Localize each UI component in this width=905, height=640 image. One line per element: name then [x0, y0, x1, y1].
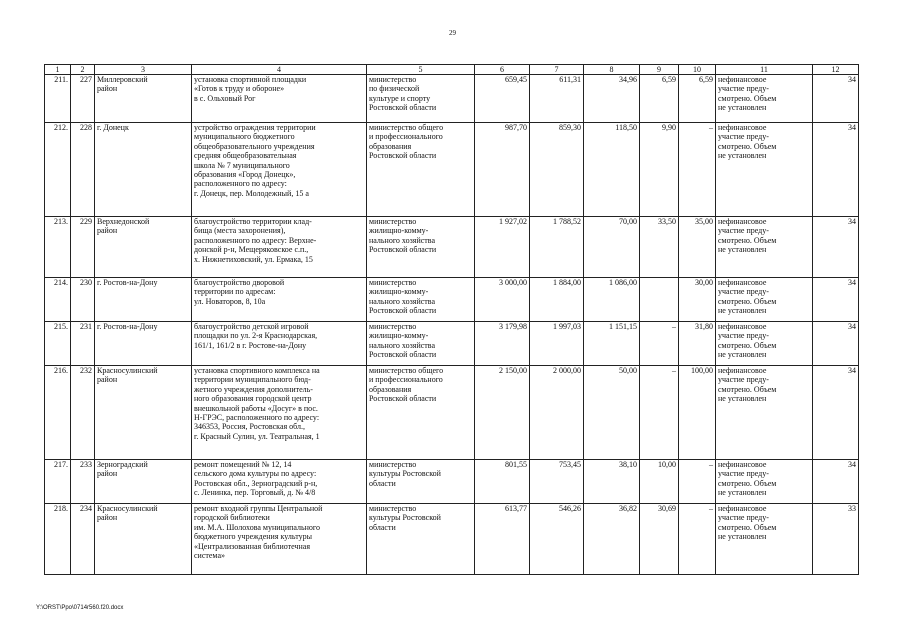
amount-col7: 753,45	[530, 460, 584, 504]
header-cell: 3	[95, 65, 192, 75]
amount-col10: –	[679, 504, 716, 575]
note: нефинансовое участие преду- смотрено. Объем не установлен	[716, 75, 813, 123]
table-row	[45, 504, 859, 575]
note: нефинансовое участие преду- смотрено. Объем не установлен	[716, 322, 813, 366]
amount-col7: 611,31	[530, 75, 584, 123]
table-row	[45, 278, 859, 322]
amount-col8: 36,82	[584, 504, 640, 575]
code: 34	[813, 322, 859, 366]
amount-col8: 118,50	[584, 123, 640, 217]
amount-col10: –	[679, 460, 716, 504]
amount-col10: 31,80	[679, 322, 716, 366]
ministry: министерство культуры Ростовской области	[367, 504, 475, 575]
object-id: 229	[71, 217, 95, 278]
code: 34	[813, 123, 859, 217]
ministry: министерство по физической культуре и спорту Ростовской области	[367, 75, 475, 123]
amount-col7: 2 000,00	[530, 366, 584, 460]
footer-file-path: Y:\ORST\Ppo\0714r560.f20.docx	[36, 605, 124, 611]
amount-col8: 70,00	[584, 217, 640, 278]
total-amount: 987,70	[475, 123, 530, 217]
amount-col9: 6,59	[640, 75, 679, 123]
row-number: 218.	[45, 504, 71, 575]
header-cell: 5	[367, 65, 475, 75]
amount-col7: 1 884,00	[530, 278, 584, 322]
ministry: министерство жилищно-комму- нального хозяйства Ростовской области	[367, 278, 475, 322]
table-row	[45, 366, 859, 460]
district: Миллеровский район	[95, 75, 192, 123]
description: благоустройство детской игровой площадки по ул. 2-я Краснодарская, 161/1, 161/2 в г. Ростове-на-Дону	[192, 322, 367, 366]
header-cell: 7	[530, 65, 584, 75]
object-id: 231	[71, 322, 95, 366]
total-amount: 3 179,98	[475, 322, 530, 366]
amount-col10: 6,59	[679, 75, 716, 123]
code: 34	[813, 278, 859, 322]
header-cell: 1	[45, 65, 71, 75]
amount-col10: 30,00	[679, 278, 716, 322]
description: благоустройство территории клад- бища (места захоронения), расположенного по адресу: Верхне- донской р-н, Мещеряковское с.п., х. Нижнетиховский, ул. Ермака, 15	[192, 217, 367, 278]
object-id: 228	[71, 123, 95, 217]
header-cell: 9	[640, 65, 679, 75]
code: 34	[813, 217, 859, 278]
total-amount: 3 000,00	[475, 278, 530, 322]
total-amount: 801,55	[475, 460, 530, 504]
object-id: 232	[71, 366, 95, 460]
district: г. Ростов-на-Дону	[95, 278, 192, 322]
header-cell: 10	[679, 65, 716, 75]
amount-col8: 1 086,00	[584, 278, 640, 322]
code: 34	[813, 366, 859, 460]
code: 34	[813, 75, 859, 123]
row-number: 213.	[45, 217, 71, 278]
table-row	[45, 322, 859, 366]
note: нефинансовое участие преду- смотрено. Объем не установлен	[716, 504, 813, 575]
row-number: 215.	[45, 322, 71, 366]
row-number: 212.	[45, 123, 71, 217]
amount-col9: 30,69	[640, 504, 679, 575]
amount-col9	[640, 278, 679, 322]
row-number: 216.	[45, 366, 71, 460]
district: Зерноградский район	[95, 460, 192, 504]
ministry: министерство культуры Ростовской области	[367, 460, 475, 504]
ministry: министерство общего и профессионального образования Ростовской области	[367, 366, 475, 460]
header-cell: 4	[192, 65, 367, 75]
amount-col8: 50,00	[584, 366, 640, 460]
row-number: 217.	[45, 460, 71, 504]
object-id: 227	[71, 75, 95, 123]
table-row	[45, 123, 859, 217]
total-amount: 1 927,02	[475, 217, 530, 278]
row-number: 214.	[45, 278, 71, 322]
district: г. Донецк	[95, 123, 192, 217]
amount-col7: 859,30	[530, 123, 584, 217]
note: нефинансовое участие преду- смотрено. Объем не установлен	[716, 278, 813, 322]
amount-col7: 546,26	[530, 504, 584, 575]
row-number: 211.	[45, 75, 71, 123]
header-cell: 6	[475, 65, 530, 75]
district: Красносулинский район	[95, 366, 192, 460]
page-number: 29	[449, 29, 456, 37]
district: г. Ростов-на-Дону	[95, 322, 192, 366]
table-row	[45, 75, 859, 123]
total-amount: 613,77	[475, 504, 530, 575]
ministry: министерство жилищно-комму- нального хозяйства Ростовской области	[367, 217, 475, 278]
description: устройство ограждения территории муниципального бюджетного общеобразовательного учреждения средняя общеобразовательная школа № 7 муниципального образования «Город Донецк», расположенного по адресу: г. Донецк, пер. Молодежный, 15 а	[192, 123, 367, 217]
amount-col10: 35,00	[679, 217, 716, 278]
ministry: министерство жилищно-комму- нального хозяйства Ростовской области	[367, 322, 475, 366]
header-cell: 2	[71, 65, 95, 75]
header-cell: 8	[584, 65, 640, 75]
note: нефинансовое участие преду- смотрено. Объем не установлен	[716, 366, 813, 460]
amount-col8: 1 151,15	[584, 322, 640, 366]
description: ремонт входной группы Центральной городской библиотеки им. М.А. Шолохова муниципального бюджетного учреждения культуры «Централизованная библиотечная система»	[192, 504, 367, 575]
district: Красносулинский район	[95, 504, 192, 575]
amount-col7: 1 788,52	[530, 217, 584, 278]
amount-col9: 33,50	[640, 217, 679, 278]
amount-col10: 100,00	[679, 366, 716, 460]
note: нефинансовое участие преду- смотрено. Объем не установлен	[716, 460, 813, 504]
object-id: 234	[71, 504, 95, 575]
header-cell: 11	[716, 65, 813, 75]
amount-col9: –	[640, 322, 679, 366]
amount-col7: 1 997,03	[530, 322, 584, 366]
data-table	[44, 64, 859, 575]
amount-col9: –	[640, 366, 679, 460]
description: ремонт помещений № 12, 14 сельского дома культуры по адресу: Ростовская обл., Зерноградский р-н, с. Ленинка, пер. Торговый, д. № 4/8	[192, 460, 367, 504]
total-amount: 2 150,00	[475, 366, 530, 460]
note: нефинансовое участие преду- смотрено. Объем не установлен	[716, 123, 813, 217]
amount-col8: 34,96	[584, 75, 640, 123]
total-amount: 659,45	[475, 75, 530, 123]
header-cell: 12	[813, 65, 859, 75]
description: благоустройство дворовой территории по адресам: ул. Новаторов, 8, 10а	[192, 278, 367, 322]
table-row	[45, 217, 859, 278]
code: 33	[813, 504, 859, 575]
table-row	[45, 460, 859, 504]
object-id: 230	[71, 278, 95, 322]
code: 34	[813, 460, 859, 504]
amount-col9: 10,00	[640, 460, 679, 504]
column-number-row	[45, 65, 859, 75]
note: нефинансовое участие преду- смотрено. Объем не установлен	[716, 217, 813, 278]
amount-col10: –	[679, 123, 716, 217]
ministry: министерство общего и профессионального образования Ростовской области	[367, 123, 475, 217]
object-id: 233	[71, 460, 95, 504]
description: установка спортивного комплекса на территории муниципального бюд- жетного учреждения дополнитель- ного образования городской центр внешкольной работы «Досуг» в пос. Н-ГРЭС, расположенного по адресу: 346353, Россия, Ростовская обл., г. Красный Сулин, ул. Театральная, 1	[192, 366, 367, 460]
description: установка спортивной площадки «Готов к труду и обороне» в с. Ольховый Рог	[192, 75, 367, 123]
amount-col9: 9,90	[640, 123, 679, 217]
district: Верхнедонской район	[95, 217, 192, 278]
amount-col8: 38,10	[584, 460, 640, 504]
